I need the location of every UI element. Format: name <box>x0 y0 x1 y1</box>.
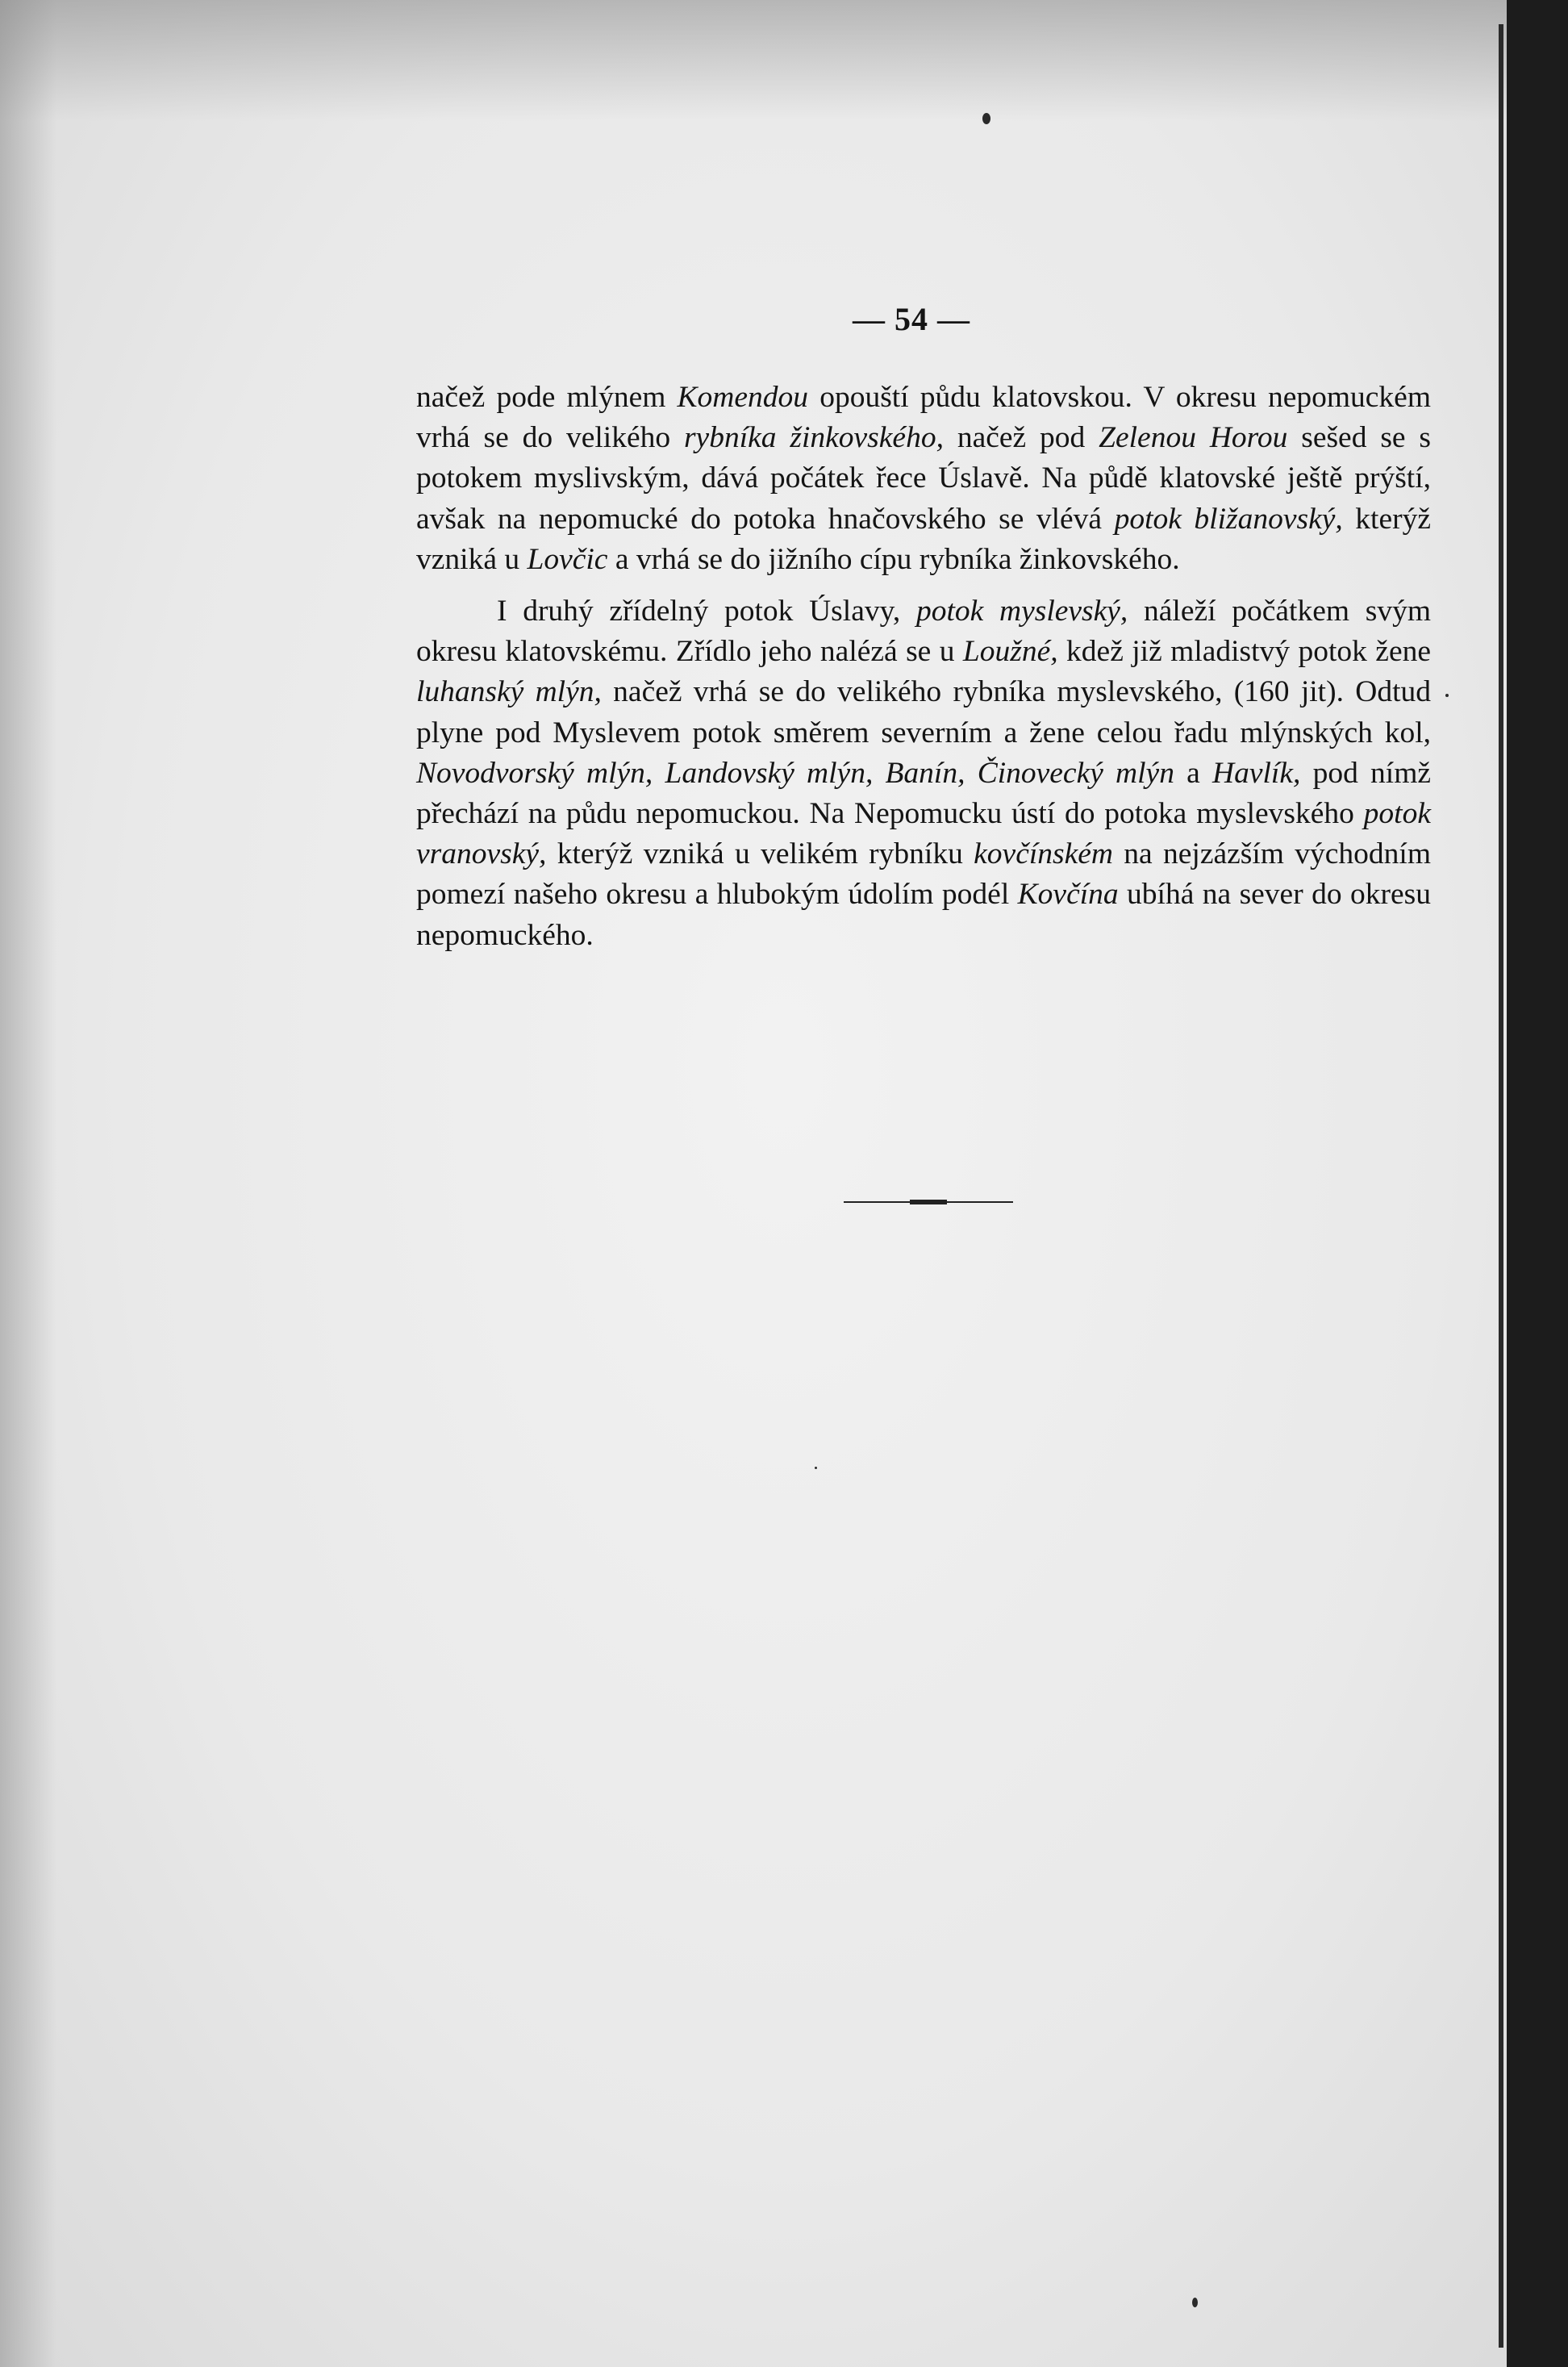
italic-run: Činovecký mlýn <box>977 756 1174 790</box>
italic-run: Zelenou Horou <box>1099 421 1288 455</box>
text-run: náleží počátkem svým okresu klatovskému. Zřídlo jeho nalézá se u <box>416 595 1431 669</box>
italic-run: rybníka žinkovského, <box>683 421 944 455</box>
italic-run: kovčínském <box>974 837 1113 871</box>
binding-edge <box>1507 0 1568 2367</box>
binding-line <box>1499 24 1503 2348</box>
scan-speck <box>1192 2298 1198 2307</box>
scan-shadow-left <box>0 0 56 2367</box>
italic-run: Lovčic <box>527 542 608 576</box>
italic-run: Kovčína <box>1017 878 1119 912</box>
text-run: ubíhá na sever do okresu nepomuckého. <box>416 878 1431 952</box>
italic-run: potok bližanovský, <box>1114 502 1343 536</box>
italic-run: Havlík, <box>1212 756 1301 790</box>
paragraph-2 <box>416 591 1431 956</box>
scan-speck <box>982 113 990 124</box>
text-run: pod nímž přechází na půdu nepomuckou. Na Nepomucku ústí do potoka myslevského <box>416 756 1432 831</box>
section-divider <box>844 1198 1013 1206</box>
text-run: načež pod <box>943 421 1099 455</box>
italic-run: luhanský mlýn, <box>416 675 602 709</box>
italic-run: potok myslevský, <box>916 595 1128 628</box>
text-run: načež pode mlýnem <box>416 381 678 414</box>
text-run: a vrhá se do jižního cípu rybníka žinkovského. <box>607 542 1180 576</box>
scan-speck <box>1445 694 1449 697</box>
paragraph-1 <box>416 378 1431 580</box>
body-text <box>416 378 1431 956</box>
page-number: — 54 — <box>853 301 970 337</box>
scan-speck <box>815 1467 817 1469</box>
text-run: sešed se s potokem myslivským, dává počátek řece Úslavě. Na půdě klatovské ještě prýští, avšak na nepomucké do potoka hnačovského se vlévá <box>416 421 1432 536</box>
text-run: kterýž vzniká u velikém rybníku <box>546 837 974 871</box>
text-run: na nejzázším východním pomezí našeho okresu a hlubokým údolím podél <box>416 837 1431 912</box>
text-run: kterýž vzniká u <box>416 502 1431 576</box>
text-run: a <box>1174 756 1213 790</box>
italic-run: Novodvorský mlýn, Landovský mlýn, Banín, <box>416 756 965 790</box>
italic-run: potok vranovský, <box>416 797 1431 871</box>
text-run: načež vrhá se do velikého rybníka myslevského, (160 jit). Odtud plyne pod Myslevem potok směrem severním a žene celou řadu mlýnských kol, <box>416 675 1431 749</box>
text-run: kdež již mladistvý potok žene <box>1057 635 1431 669</box>
text-run: opouští půdu klatovskou. V okresu nepomuckém vrhá se do velikého <box>416 381 1431 455</box>
divider-bar <box>910 1200 947 1204</box>
scan-shadow-top <box>0 0 1508 121</box>
text-run <box>965 757 977 790</box>
text-run: I druhý zřídelný potok Úslavy, <box>497 595 916 628</box>
italic-run: Komendou <box>677 381 809 414</box>
italic-run: Loužné, <box>962 635 1058 669</box>
